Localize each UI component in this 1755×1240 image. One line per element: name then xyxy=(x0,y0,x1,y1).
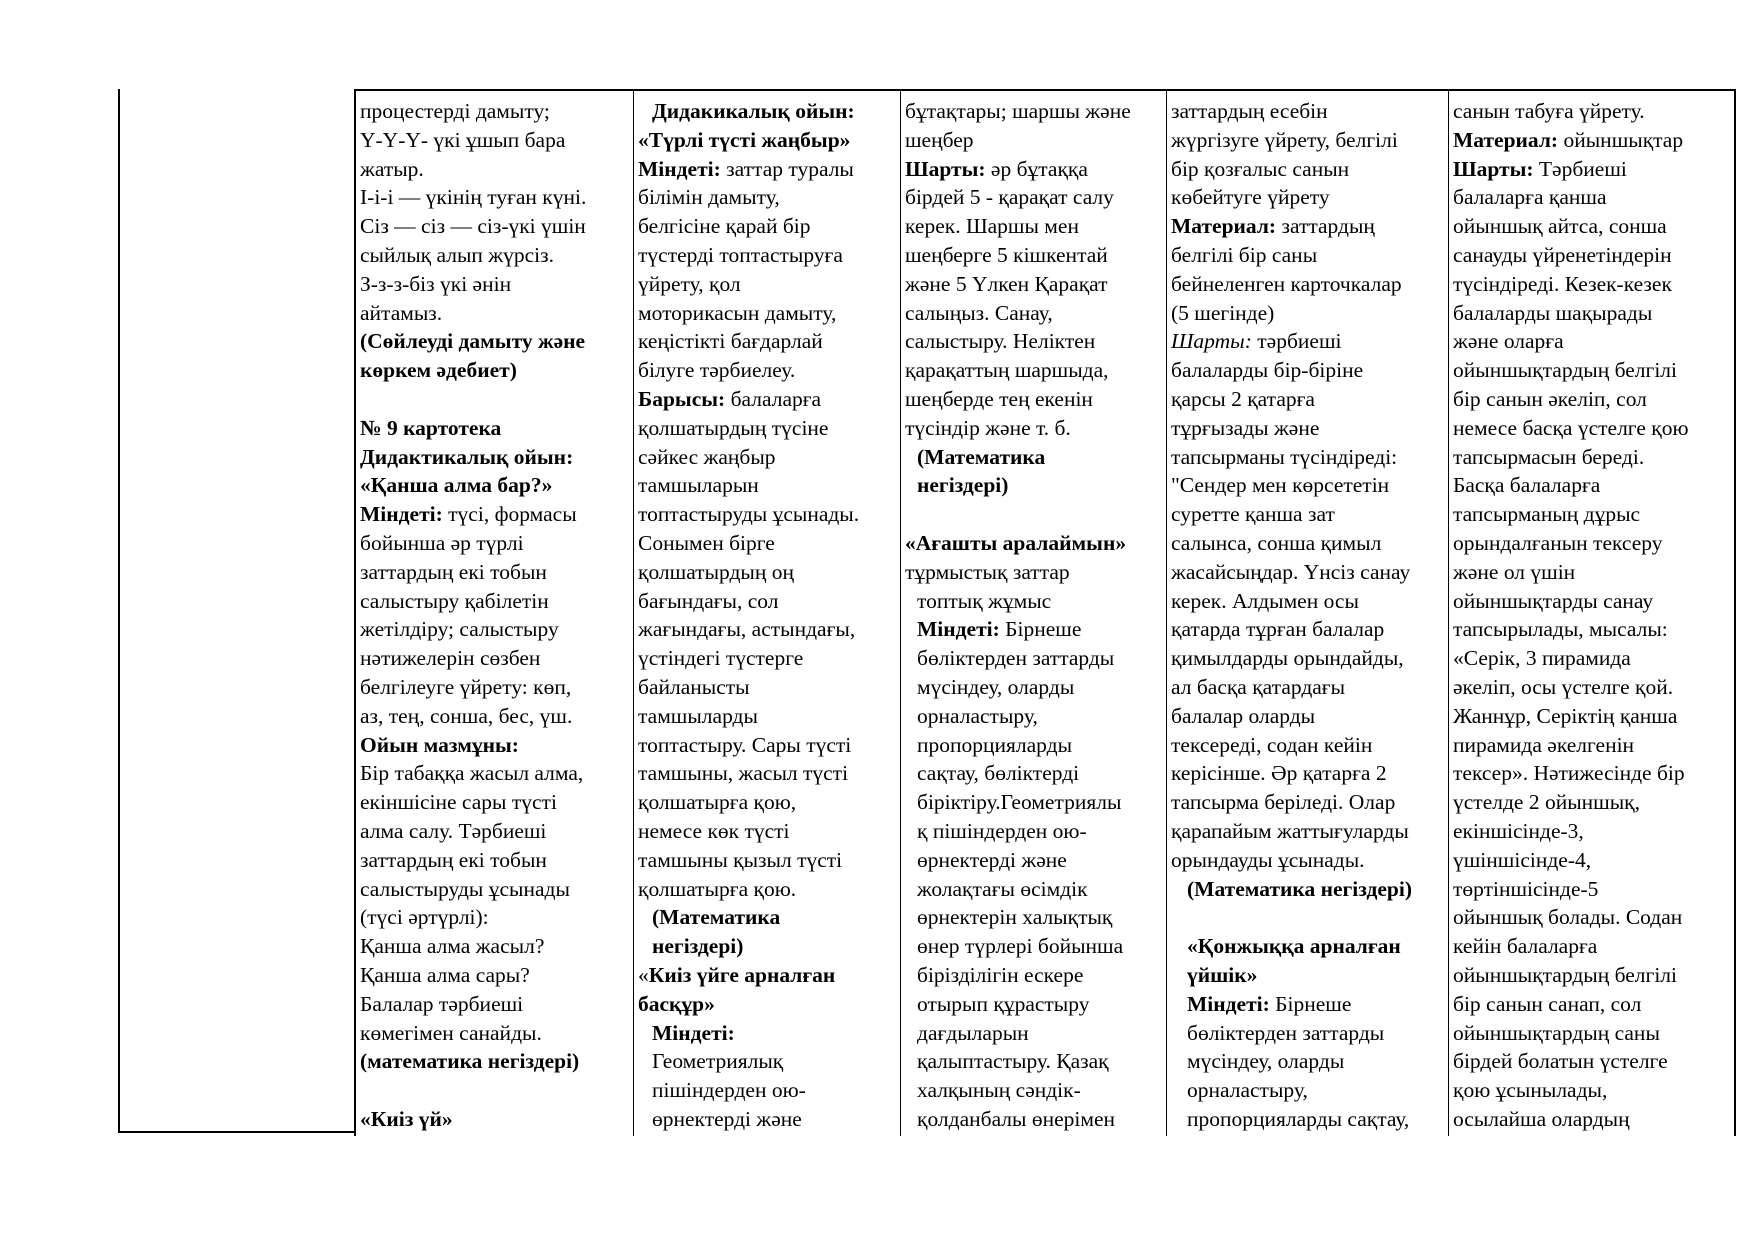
text-line xyxy=(638,155,898,184)
text-line: дағдыларын xyxy=(917,1020,1029,1045)
text-line: бойынша әр түрлі xyxy=(360,530,524,555)
text-line: тапсырылады, мысалы: xyxy=(1453,617,1668,642)
text-line: (түсі әртүрлі): xyxy=(360,905,489,930)
text-line: ойыншық айтса, сонша xyxy=(1453,214,1667,239)
text-line: (Математика негіздері) xyxy=(1187,876,1413,901)
text-line: тұрғызады және xyxy=(1171,415,1320,440)
text-line: ойыншықтарды санау xyxy=(1453,588,1654,613)
text-line: тамшыны, жасыл түсті xyxy=(638,761,849,786)
text-line: «Қонжыққа арналған xyxy=(1187,934,1401,959)
text-line: салыстыру. Неліктен xyxy=(905,329,1096,354)
text-line: пропорцияларды xyxy=(917,732,1073,757)
text-line: салыстыруды ұсынады xyxy=(360,876,570,901)
text-line: балаларды бір-біріне xyxy=(1171,358,1364,383)
text-line: тапсырмасын береді. xyxy=(1453,444,1645,469)
text-line: Қанша алма жасыл? xyxy=(360,934,545,959)
text-line: «Серік, 3 пирамида xyxy=(1453,646,1631,671)
text-line: керісінше. Әр қатарға 2 xyxy=(1171,761,1387,786)
text-line: бұтақтары; шаршы және xyxy=(905,99,1131,123)
text-line: Жаннұр, Серіктің қанша xyxy=(1453,703,1678,728)
text-line: қолшатырға қою. xyxy=(638,876,797,901)
text-line: әкеліп, осы үстелге қой. xyxy=(1453,674,1674,699)
table-content-row xyxy=(354,89,1736,1136)
text-line: ал басқа қатардағы xyxy=(1171,674,1346,699)
text-line: Сіз — сіз — сіз-үкі үшін xyxy=(360,214,586,239)
text-line: сақтау, бөліктерді xyxy=(917,761,1080,786)
text-segment: Киіз үйге арналған xyxy=(648,962,836,987)
text-line: «Түрлі түсті жаңбыр» xyxy=(638,127,851,152)
text-line: өрнектерді және xyxy=(917,847,1067,872)
text-line: орналастыру, xyxy=(917,703,1038,728)
table-cell-col-4 xyxy=(1167,91,1449,1136)
text-line: пішіндерден ою- xyxy=(652,1078,806,1103)
text-line: негіздері) xyxy=(652,934,744,959)
text-line: қою ұсынылады, xyxy=(1453,1078,1608,1103)
text-line: халқының сәндік- xyxy=(917,1078,1081,1103)
text-segment: Тәрбиеші xyxy=(1533,156,1627,181)
text-line: үйшік» xyxy=(1187,962,1258,987)
text-line: ойыншықтардың белгілі xyxy=(1453,358,1678,383)
text-line: заттардың екі тобын xyxy=(360,847,547,872)
text-segment: Міндеті: xyxy=(1187,991,1270,1016)
text-line: ойыншықтардың белгілі xyxy=(1453,962,1678,987)
text-line: қарақаттың шаршыда, xyxy=(905,358,1109,383)
text-line: тұрмыстық заттар xyxy=(905,559,1070,584)
text-line: негіздері) xyxy=(917,473,1009,498)
text-line xyxy=(905,155,1164,184)
text-line: және 5 Үлкен Қарақат xyxy=(905,271,1108,296)
text-line: салыстыру қабілетін xyxy=(360,588,549,613)
text-segment: Міндеті: xyxy=(638,156,721,181)
table-cell-col-5 xyxy=(1449,91,1734,1136)
text-line: орналастыру, xyxy=(1187,1078,1308,1103)
text-line: Сонымен бірге xyxy=(638,530,775,555)
text-line: Бір табаққа жасыл алма, xyxy=(360,761,584,786)
text-line: екіншісіне сары түсті xyxy=(360,790,557,815)
text-segment: Шарты: xyxy=(1453,156,1534,181)
text-line: № 9 картотека xyxy=(360,415,502,440)
text-line xyxy=(1453,126,1732,155)
text-line: жағындағы, астындағы, xyxy=(638,617,856,642)
text-line: көркем әдебиет) xyxy=(360,358,517,383)
text-line: пропорцияларды сақтау, xyxy=(1187,1106,1410,1131)
text-line: белгілеуге үйрету: көп, xyxy=(360,674,572,699)
text-line: қалыптастыру. Қазақ xyxy=(917,1049,1109,1074)
text-line xyxy=(360,385,631,414)
text-segment: заттардың xyxy=(1276,214,1375,239)
text-line xyxy=(1171,327,1446,356)
text-line: біріктіру.Геометриялы xyxy=(917,790,1122,815)
text-line: мүсіндеу, оларды xyxy=(917,674,1075,699)
text-segment: Міндеті: xyxy=(360,502,443,527)
text-line: үйрету, қол xyxy=(638,271,741,296)
text-line: үшіншісінде-4, xyxy=(1453,847,1592,872)
text-line xyxy=(1171,212,1446,241)
table-first-column xyxy=(118,89,356,1133)
text-line xyxy=(638,961,898,990)
text-line: «Қанша алма бар?» xyxy=(360,473,553,498)
text-line: Басқа балаларға xyxy=(1453,473,1601,498)
text-line: байланысты xyxy=(638,674,750,699)
text-line: бөліктерден заттарды xyxy=(1187,1020,1385,1045)
text-line: (Математика xyxy=(917,444,1046,469)
table-cell-col-2 xyxy=(634,91,901,1136)
text-line: үстіндегі түстерге xyxy=(638,646,804,671)
text-line: аз, тең, сонша, бес, үш. xyxy=(360,703,573,728)
text-line: немесе көк түсті xyxy=(638,818,790,843)
text-line: тапсырманы түсіндіреді: xyxy=(1171,444,1398,469)
text-line: Міндеті: xyxy=(652,1020,735,1045)
text-line: бағындағы, сол xyxy=(638,588,779,613)
text-line: (5 шегінде) xyxy=(1171,300,1275,325)
text-line: заттардың есебін xyxy=(1171,99,1328,123)
text-line: Геометриялық xyxy=(652,1049,784,1074)
text-line: (Сөйлеуді дамыту және xyxy=(360,329,586,354)
text-line: І-і-і — үкінің туған күні. xyxy=(360,185,587,210)
text-line: ойыншықтардың саны xyxy=(1453,1020,1660,1045)
text-line: топтастыруды ұсынады. xyxy=(638,502,860,527)
text-line: тапсырма беріледі. Олар xyxy=(1171,790,1396,815)
text-line: өнер түрлері бойынша xyxy=(917,934,1124,959)
text-line: (Математика xyxy=(652,905,781,930)
text-line: және ол үшін xyxy=(1453,559,1576,584)
text-line: тамшыларды xyxy=(638,703,758,728)
text-line: орындауды ұсынады. xyxy=(1171,847,1365,872)
text-line: өрнектерді және xyxy=(652,1106,802,1131)
text-line: бөліктерден заттарды xyxy=(917,646,1115,671)
text-line: түсіндіреді. Кезек-кезек xyxy=(1453,271,1672,296)
text-line: Ү-Ү-Ү- үкі ұшып бара xyxy=(360,127,566,152)
text-line xyxy=(638,385,898,414)
text-line: өрнектерін халықтық xyxy=(917,905,1113,930)
text-line: екіншісінде-3, xyxy=(1453,818,1584,843)
text-line: қолшатырға қою, xyxy=(638,790,797,815)
text-line: «Ағашты аралаймын» xyxy=(905,530,1127,555)
text-line xyxy=(1171,990,1446,1019)
text-segment: Міндеті: xyxy=(917,617,1000,642)
text-line: сыйлық алып жүрсіз. xyxy=(360,242,555,267)
text-segment: түсі, формасы xyxy=(442,502,577,527)
text-line: көбейтуге үйрету xyxy=(1171,185,1330,210)
text-segment: Бірнеше xyxy=(1269,991,1352,1016)
text-line: топтық жұмыс xyxy=(917,588,1052,613)
text-line: қ пішіндерден ою- xyxy=(917,818,1087,843)
text-line: жүргізуге үйрету, белгілі xyxy=(1171,127,1398,152)
text-line: бірізділігін ескере xyxy=(917,962,1084,987)
text-line: және оларға xyxy=(1453,329,1564,354)
text-line: бір қозғалыс санын xyxy=(1171,156,1350,181)
text-segment: заттар туралы xyxy=(720,156,854,181)
text-line: жасайсыңдар. Үнсіз санау xyxy=(1171,559,1411,584)
text-line: процестерді дамыту; xyxy=(360,99,550,123)
text-line: қимылдарды орындайды, xyxy=(1171,646,1404,671)
text-line: Дидактикалық ойын: xyxy=(360,444,574,469)
text-line: тамшыны қызыл түсті xyxy=(638,847,843,872)
text-line: керек. Шаршы мен xyxy=(905,214,1079,239)
text-segment: Барысы: xyxy=(638,386,726,411)
text-line: қарапайым жаттығуларды xyxy=(1171,818,1409,843)
text-segment: тәрбиеші xyxy=(1251,329,1342,354)
text-segment: Шарты: xyxy=(905,156,986,181)
text-line: тексер». Нәтижесінде бір xyxy=(1453,761,1685,786)
text-line: топтастыру. Сары түсті xyxy=(638,732,852,757)
text-line: жетілдіру; салыстыру xyxy=(360,617,559,642)
text-line: бірдей 5 - қарақат салу xyxy=(905,185,1114,210)
text-line: керек. Алдымен осы xyxy=(1171,588,1359,613)
text-line: жолақтағы өсімдік xyxy=(917,876,1088,901)
text-segment: « xyxy=(638,962,649,987)
text-line: осылайша олардың xyxy=(1453,1106,1630,1131)
text-line: санын табуға үйрету. xyxy=(1453,99,1645,123)
text-line: түсіндір және т. б. xyxy=(905,415,1071,440)
lesson-plan-table xyxy=(118,89,1736,1134)
text-line: түстерді топтастыруға xyxy=(638,242,843,267)
text-line: Балалар тәрбиеші xyxy=(360,991,524,1016)
text-segment: ойыншықтар xyxy=(1558,127,1684,152)
text-line xyxy=(360,1076,631,1105)
text-line: нәтижелерін сөзбен xyxy=(360,646,541,671)
text-line: айтамыз. xyxy=(360,300,443,325)
text-line: қарсы 2 қатарға xyxy=(1171,386,1315,411)
text-line xyxy=(1171,903,1446,932)
text-line: сәйкес жаңбыр xyxy=(638,444,776,469)
text-line: балалар оларды xyxy=(1171,703,1316,728)
text-line: төртіншісінде-5 xyxy=(1453,876,1599,901)
text-line: қолшатырдың оң xyxy=(638,559,795,584)
text-segment: балаларға xyxy=(725,386,822,411)
text-line xyxy=(905,500,1164,529)
text-line: салынса, сонша қимыл xyxy=(1171,530,1382,555)
text-line: З-з-з-біз үкі әнін xyxy=(360,271,512,296)
text-line: балаларға қанша xyxy=(1453,185,1607,210)
text-line: белгілі бір саны xyxy=(1171,242,1318,267)
text-line: салыңыз. Санау, xyxy=(905,300,1053,325)
text-line: білімін дамыту, xyxy=(638,185,780,210)
text-line: бірдей болатын үстелге xyxy=(1453,1049,1668,1074)
text-segment: Материал: xyxy=(1171,214,1277,239)
text-line: жатыр. xyxy=(360,156,424,181)
text-line: заттардың екі тобын xyxy=(360,559,547,584)
text-line: шеңберге 5 кішкентай xyxy=(905,242,1108,267)
table-cell-col-3 xyxy=(901,91,1167,1136)
text-line: шеңберде тең екенін xyxy=(905,386,1093,411)
text-segment: Материал: xyxy=(1453,127,1559,152)
text-line: үстелде 2 ойыншық, xyxy=(1453,790,1640,815)
text-line xyxy=(360,500,631,529)
text-line: "Сендер мен көрсететін xyxy=(1171,473,1390,498)
text-line: білуге тәрбиелеу. xyxy=(638,358,796,383)
text-line: санауды үйренетіндерін xyxy=(1453,242,1672,267)
text-segment: Бірнеше xyxy=(999,617,1082,642)
text-line xyxy=(905,615,1164,644)
text-line: ойыншық болады. Содан xyxy=(1453,905,1683,930)
text-line: Ойын мазмұны: xyxy=(360,732,519,757)
text-line: бейнеленген карточкалар xyxy=(1171,271,1402,296)
text-line: отырып құрастыру xyxy=(917,991,1090,1016)
text-line: мүсіндеу, оларды xyxy=(1187,1049,1345,1074)
text-segment: әр бұтаққа xyxy=(985,156,1088,181)
text-line: бір санын әкеліп, сол xyxy=(1453,386,1647,411)
text-line: (математика негіздері) xyxy=(360,1049,580,1074)
text-line: қолданбалы өнерімен xyxy=(917,1106,1116,1131)
text-line: қатарда тұрған балалар xyxy=(1171,617,1385,642)
text-line: тексереді, содан кейін xyxy=(1171,732,1373,757)
text-line: белгісіне қарай бір xyxy=(638,214,811,239)
text-segment: Шарты: xyxy=(1171,329,1252,354)
text-line: алма салу. Тәрбиеші xyxy=(360,818,547,843)
text-line: басқұр» xyxy=(638,991,715,1016)
text-line: қолшатырдың түсіне xyxy=(638,415,829,440)
text-line xyxy=(1453,155,1732,184)
text-line: тапсырманың дұрыс xyxy=(1453,502,1641,527)
text-line: Дидакикалық ойын: xyxy=(652,99,855,123)
text-line: немесе басқа үстелге қою xyxy=(1453,415,1689,440)
text-line: орындалғанын тексеру xyxy=(1453,530,1663,555)
text-line: балаларды шақырады xyxy=(1453,300,1653,325)
text-line: тамшыларын xyxy=(638,473,759,498)
text-line: шеңбер xyxy=(905,127,974,152)
text-line: Қанша алма сары? xyxy=(360,962,530,987)
text-line: көмегімен санайды. xyxy=(360,1020,542,1045)
text-line: моторикасын дамыту, xyxy=(638,300,837,325)
text-line: пирамида әкелгенін xyxy=(1453,732,1635,757)
text-line: суретте қанша зат xyxy=(1171,502,1335,527)
text-line: кейін балаларға xyxy=(1453,934,1598,959)
text-line: бір санын санап, сол xyxy=(1453,991,1642,1016)
text-line: кеңістікті бағдарлай xyxy=(638,329,823,354)
table-cell-col-1 xyxy=(356,91,634,1136)
text-line: «Киіз үй» xyxy=(360,1106,453,1131)
